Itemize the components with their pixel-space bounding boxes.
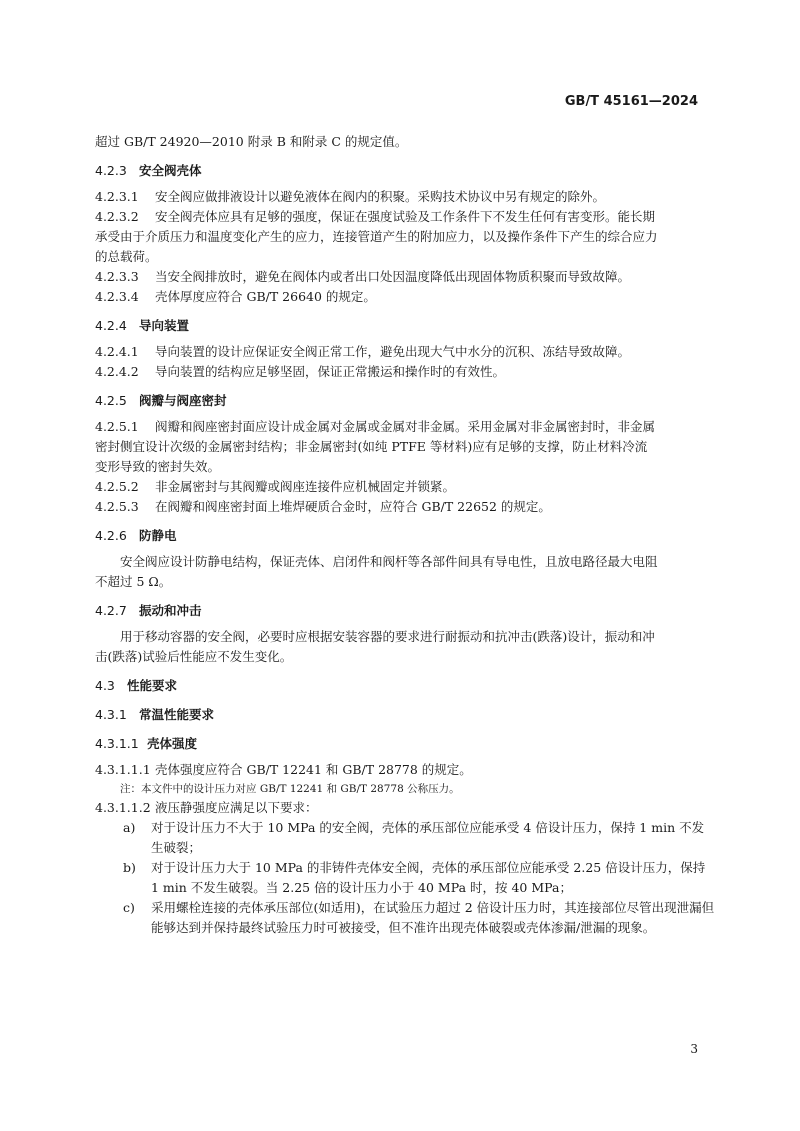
heading-number: 4.3 xyxy=(95,678,115,693)
heading-4-2-6 xyxy=(95,526,715,546)
paragraph-4-2-7 xyxy=(95,627,715,667)
clause-text-cont: 变形导致的密封失效。 xyxy=(95,459,221,474)
paragraph-line: 不超过 5 Ω。 xyxy=(95,574,172,589)
clause-number: 4.2.5.2 xyxy=(95,479,139,494)
clause-4-2-5-2 xyxy=(95,477,715,497)
list-label: c) xyxy=(123,900,135,915)
clause-number: 4.2.3.3 xyxy=(95,269,139,284)
heading-title: 常温性能要求 xyxy=(139,707,215,722)
heading-4-2-4 xyxy=(95,316,715,336)
list-item-a xyxy=(95,818,715,858)
clause-4-2-3-1 xyxy=(95,187,715,207)
list-text: 对于设计压力大于 10 MPa 的非铸件壳体安全阀，壳体的承压部位应能承受 2.25 倍设计压力，保持 1 min 不发生破裂。当 2.25 倍的设计压力小于 40 MPa 时，按 40 MPa； xyxy=(151,860,706,895)
clause-4-3-1-1-2 xyxy=(95,798,715,818)
clause-text: 导向装置的结构应足够坚固，保证正常搬运和操作时的有效性。 xyxy=(155,364,506,379)
list-text: 对于设计压力不大于 10 MPa 的安全阀，壳体的承压部位应能承受 4 倍设计压力，保持 1 min 不发生破裂； xyxy=(151,820,705,855)
paragraph-line: 击(跌落)试验后性能应不发生变化。 xyxy=(95,649,293,664)
clause-number: 4.3.1.1.1 xyxy=(95,762,151,777)
clause-number: 4.2.5.1 xyxy=(95,419,139,434)
heading-4-3-1-1 xyxy=(95,734,715,754)
clause-text-cont: 密封侧宜设计次级的金属密封结构；非金属密封(如纯 PTFE 等材料)应有足够的支撑，防止材料冷流 xyxy=(95,439,648,454)
clause-text: 安全阀壳体应具有足够的强度，保证在强度试验及工作条件下不发生任何有害变形。能长期 xyxy=(155,209,656,224)
heading-4-3 xyxy=(95,676,715,696)
heading-title: 阀瓣与阀座密封 xyxy=(139,393,227,408)
clause-number: 4.3.1.1.2 xyxy=(95,800,151,815)
heading-number: 4.2.7 xyxy=(95,603,127,618)
heading-4-3-1 xyxy=(95,705,715,725)
standard-code: GB/T 45161—2024 xyxy=(564,94,698,109)
page-number: 3 xyxy=(690,1042,698,1056)
list-item-b xyxy=(95,858,715,898)
clause-4-2-3-2 xyxy=(95,207,715,267)
clause-text: 在阀瓣和阀座密封面上堆焊硬质合金时，应符合 GB/T 22652 的规定。 xyxy=(155,499,551,514)
clause-number: 4.2.3.1 xyxy=(95,189,139,204)
list-label: a) xyxy=(123,820,136,835)
heading-title: 防静电 xyxy=(139,528,177,543)
clause-text: 壳体强度应符合 GB/T 12241 和 GB/T 28778 的规定。 xyxy=(155,762,472,777)
clause-text: 阀瓣和阀座密封面应设计成金属对金属或金属对非金属。采用金属对非金属密封时，非金属 xyxy=(155,419,656,434)
paragraph-line: 用于移动容器的安全阀，必要时应根据安装容器的要求进行耐振动和抗冲击(跌落)设计，振动和冲 xyxy=(120,629,655,644)
clause-text-cont: 承受由于介质压力和温度变化产生的应力，连接管道产生的附加应力，以及操作条件下产生的综合应力 xyxy=(95,229,658,244)
note: 注：本文件中的设计压力对应 GB/T 12241 和 GB/T 28778 公称压力。 xyxy=(120,783,460,795)
heading-title: 壳体强度 xyxy=(147,736,198,751)
heading-number: 4.3.1 xyxy=(95,707,127,722)
list-label: b) xyxy=(123,860,136,875)
clause-text: 壳体厚度应符合 GB/T 26640 的规定。 xyxy=(155,289,376,304)
continuation-line: 超过 GB/T 24920—2010 附录 B 和附录 C 的规定值。 xyxy=(95,134,408,149)
heading-title: 安全阀壳体 xyxy=(139,163,202,178)
clause-number: 4.2.5.3 xyxy=(95,499,139,514)
heading-4-2-7 xyxy=(95,601,715,621)
clause-4-2-4-2 xyxy=(95,362,715,382)
clause-text: 当安全阀排放时，避免在阀体内或者出口处因温度降低出现固体物质积聚而导致故障。 xyxy=(155,269,631,284)
clause-text-cont: 的总载荷。 xyxy=(95,249,158,264)
clause-text: 安全阀应做排液设计以避免液体在阀内的积聚。采购技术协议中另有规定的除外。 xyxy=(155,189,606,204)
clause-text: 液压静强度应满足以下要求： xyxy=(155,800,318,815)
heading-number: 4.2.3 xyxy=(95,163,127,178)
heading-4-2-3 xyxy=(95,161,715,181)
clause-number: 4.2.4.1 xyxy=(95,344,139,359)
clause-4-2-5-1 xyxy=(95,417,715,477)
clause-number: 4.2.4.2 xyxy=(95,364,139,379)
document-body xyxy=(95,132,715,938)
heading-title: 导向装置 xyxy=(139,318,190,333)
paragraph-line: 安全阀应设计防静电结构，保证壳体、启闭件和阀杆等各部件间具有导电性，且放电路径最大电阻 xyxy=(120,554,658,569)
clause-4-3-1-1-1 xyxy=(95,760,715,780)
clause-4-2-3-4 xyxy=(95,287,715,307)
paragraph-4-2-6 xyxy=(95,552,715,592)
clause-text: 非金属密封与其阀瓣或阀座连接件应机械固定并锁紧。 xyxy=(155,479,456,494)
clause-4-2-4-1 xyxy=(95,342,715,362)
heading-title: 振动和冲击 xyxy=(139,603,202,618)
heading-number: 4.2.4 xyxy=(95,318,127,333)
heading-number: 4.3.1.1 xyxy=(95,736,139,751)
heading-number: 4.2.5 xyxy=(95,393,127,408)
clause-number: 4.2.3.4 xyxy=(95,289,139,304)
clause-4-2-5-3 xyxy=(95,497,715,517)
clause-number: 4.2.3.2 xyxy=(95,209,139,224)
heading-number: 4.2.6 xyxy=(95,528,127,543)
list-text: 采用螺栓连接的壳体承压部位(如适用)，在试验压力超过 2 倍设计压力时，其连接部位尽管出现泄漏但能够达到并保持最终试验压力时可被接受，但不准许出现壳体破裂或壳体渗漏/泄漏的现象。 xyxy=(151,900,715,935)
heading-title: 性能要求 xyxy=(127,678,178,693)
heading-4-2-5 xyxy=(95,391,715,411)
list-item-c xyxy=(95,898,715,938)
clause-4-2-3-3 xyxy=(95,267,715,287)
clause-text: 导向装置的设计应保证安全阀正常工作，避免出现大气中水分的沉积、冻结导致故障。 xyxy=(155,344,631,359)
